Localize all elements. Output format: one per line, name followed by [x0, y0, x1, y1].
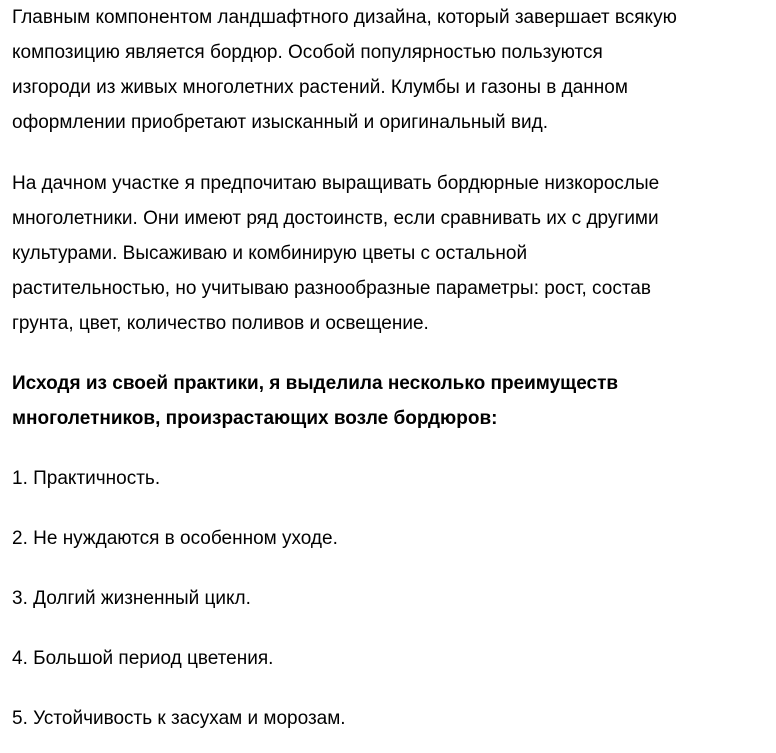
- list-item: 4. Большой период цветения.: [12, 648, 274, 669]
- text-line: На дачном участке я предпочитаю выращивать бордюрные низкорослые: [12, 173, 660, 194]
- text-line: многолетники. Они имеют ряд достоинств, если сравнивать их с другими: [12, 208, 659, 229]
- practice-paragraph: [12, 166, 659, 341]
- text-line: оформлении приобретают изысканный и оригинальный вид.: [12, 112, 548, 133]
- text-line: культурами. Высаживаю и комбинирую цветы с остальной: [12, 243, 528, 264]
- text-line: растительностью, но учитываю разнообразные параметры: рост, состав: [12, 278, 651, 299]
- text-line: изгороди из живых многолетних растений. Клумбы и газоны в данном: [12, 77, 628, 98]
- list-item: 5. Устойчивость к засухам и морозам.: [12, 708, 346, 729]
- advantages-heading: [12, 366, 618, 436]
- text-line: многолетников, произрастающих возле бордюров:: [12, 408, 498, 429]
- intro-paragraph: [12, 0, 677, 140]
- text-line: Главным компонентом ландшафтного дизайна, который завершает всякую: [12, 7, 677, 28]
- list-item: 3. Долгий жизненный цикл.: [12, 588, 251, 609]
- list-item: 2. Не нуждаются в особенном уходе.: [12, 528, 338, 549]
- text-line: Исходя из своей практики, я выделила несколько преимуществ: [12, 373, 619, 394]
- list-item: 1. Практичность.: [12, 468, 161, 489]
- text-line: грунта, цвет, количество поливов и освещение.: [12, 313, 429, 334]
- text-line: композицию является бордюр. Особой популярностью пользуются: [12, 42, 603, 63]
